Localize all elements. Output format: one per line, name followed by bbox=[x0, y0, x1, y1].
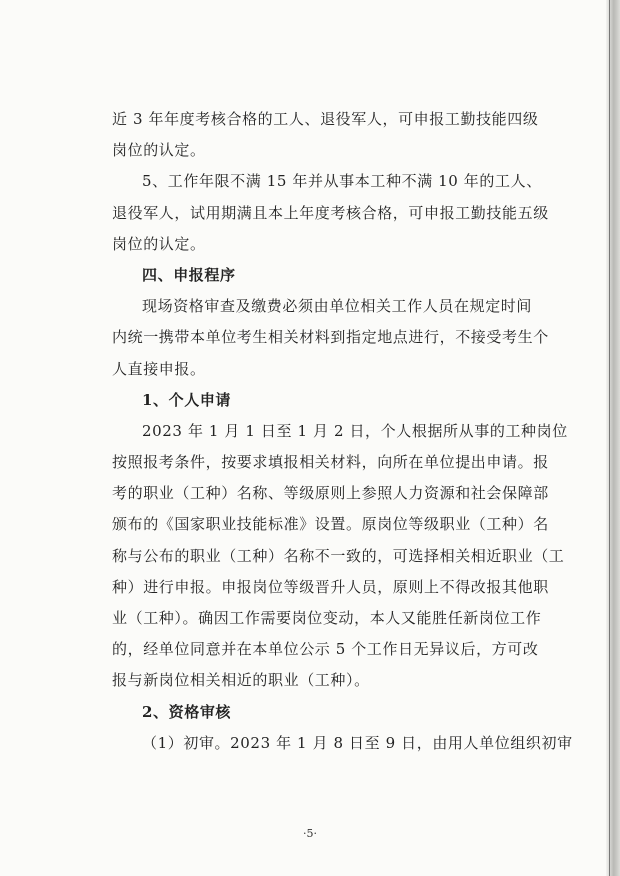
text-line: 报与新岗位相关相近的职业（工种）。 bbox=[112, 671, 370, 690]
text-line: 种）进行申报。申报岗位等级晋升人员，原则上不得改报其他职 bbox=[112, 577, 549, 596]
page-number: ·5· bbox=[303, 827, 317, 840]
text-line: 近 3 年年度考核合格的工人、退役军人，可申报工勤技能四级 bbox=[112, 110, 539, 128]
text-line: 的，经单位同意并在本单位公示 5 个工作日无异议后，方可改 bbox=[112, 640, 539, 659]
section-heading: 四、申报程序 bbox=[142, 265, 236, 284]
text-line: 人直接申报。 bbox=[112, 359, 206, 378]
text-line: 考的职业（工种）名称、等级原则上参照人力资源和社会保障部 bbox=[112, 484, 549, 503]
text-line: 退役军人，试用期满且本上年度考核合格，可申报工勤技能五级 bbox=[112, 203, 549, 222]
subsection-heading: 2、资格审核 bbox=[142, 702, 232, 721]
text-line: 5、工作年限不满 15 年并从事本工种不满 10 年的工人、 bbox=[142, 172, 542, 191]
text-line: 内统一携带本单位考生相关材料到指定地点进行，不接受考生个 bbox=[112, 328, 549, 347]
document-body bbox=[112, 104, 582, 759]
subsection-heading: 1、个人申请 bbox=[142, 390, 232, 409]
text-line: 颁布的《国家职业技能标准》设置。原岗位等级职业（工种）名 bbox=[112, 515, 549, 534]
text-line: 2023 年 1 月 1 日至 1 月 2 日，个人根据所从事的工种岗位 bbox=[142, 421, 568, 440]
text-line: 业（工种）。确因工作需要岗位变动，本人又能胜任新岗位工作 bbox=[112, 609, 542, 627]
text-line: 现场资格审查及缴费必须由单位相关工作人员在规定时间 bbox=[142, 297, 533, 316]
text-line: 称与公布的职业（工种）名称不一致的，可选择相关相近职业（工 bbox=[112, 546, 565, 565]
text-line: （1）初审。2023 年 1 月 8 日至 9 日，由用人单位组织初审 bbox=[142, 733, 573, 752]
scan-edge-line bbox=[609, 0, 610, 876]
text-line: 按照报考条件，按要求填报相关材料，向所在单位提出申请。报 bbox=[112, 453, 549, 472]
text-line: 岗位的认定。 bbox=[112, 234, 206, 253]
text-line: 岗位的认定。 bbox=[112, 141, 206, 160]
